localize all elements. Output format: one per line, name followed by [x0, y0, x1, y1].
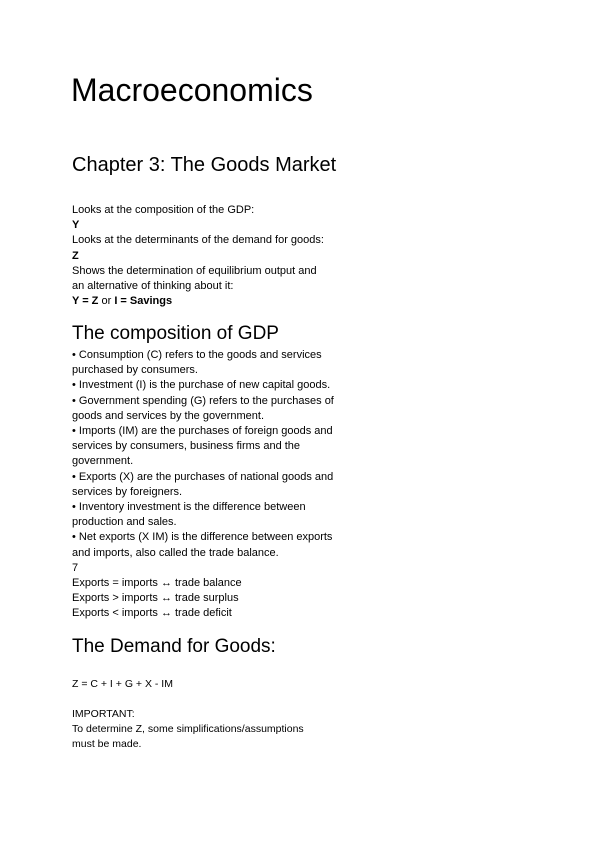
- intro-line-6: an alternative of thinking about it:: [72, 280, 234, 293]
- gdp-line: • Inventory investment is the difference between: [72, 501, 306, 514]
- gdp-line: and imports, also called the trade balance.: [72, 546, 279, 559]
- intro-line-3: Looks at the determinants of the demand for goods:: [72, 234, 324, 247]
- trade-surplus-line: Exports > imports ↔ trade surplus: [72, 592, 239, 605]
- important-note-line-1: To determine Z, some simplifications/assumptions: [72, 723, 304, 735]
- document-title: Macroeconomics: [71, 72, 313, 108]
- demand-equation: Z = C + I + G + X - IM: [72, 678, 173, 690]
- important-note-line-2: must be made.: [72, 738, 142, 750]
- equation-y-z: Y = Z: [72, 295, 99, 308]
- intro-line-5: Shows the determination of equilibrium output and: [72, 264, 317, 277]
- demand-section-heading: The Demand for Goods:: [72, 636, 276, 657]
- gdp-line: • Investment (I) is the purchase of new capital goods.: [72, 379, 331, 392]
- intro-line-4: Z: [72, 249, 79, 262]
- gdp-line: • Government spending (G) refers to the purchases of: [72, 394, 334, 407]
- equation-or: or: [98, 295, 115, 308]
- chapter-heading: Chapter 3: The Goods Market: [72, 154, 337, 176]
- equation-i-savings: I = Savings: [114, 295, 173, 308]
- gdp-line: services by foreigners.: [72, 485, 183, 498]
- gdp-line: government.: [72, 455, 134, 468]
- gdp-line: • Exports (X) are the purchases of national goods and: [72, 470, 334, 483]
- trade-deficit-line: Exports < imports ↔ trade deficit: [72, 607, 232, 620]
- gdp-line: production and sales.: [72, 516, 177, 529]
- gdp-line: goods and services by the government.: [72, 409, 265, 422]
- gdp-line: • Net exports (X IM) is the difference between exports: [72, 531, 333, 544]
- demand-section-body: [72, 677, 372, 752]
- spacer: [72, 692, 372, 707]
- gdp-line: purchased by consumers.: [72, 364, 198, 377]
- intro-block: [72, 203, 372, 309]
- gdp-line: • Imports (IM) are the purchases of foreign goods and: [72, 425, 333, 438]
- gdp-line: services by consumers, business firms and the: [72, 440, 301, 453]
- intro-line-2: Y: [72, 219, 80, 232]
- important-label: IMPORTANT:: [72, 708, 135, 720]
- trade-balance-line: Exports = imports ↔ trade balance: [72, 577, 242, 590]
- gdp-section-body: [72, 348, 362, 622]
- intro-line-1: Looks at the composition of the GDP:: [72, 204, 255, 216]
- gdp-line: • Consumption (C) refers to the goods and services: [72, 349, 322, 361]
- intro-line-7: [72, 294, 372, 309]
- page-number: 7: [72, 561, 79, 574]
- gdp-section-heading: The composition of GDP: [72, 323, 279, 344]
